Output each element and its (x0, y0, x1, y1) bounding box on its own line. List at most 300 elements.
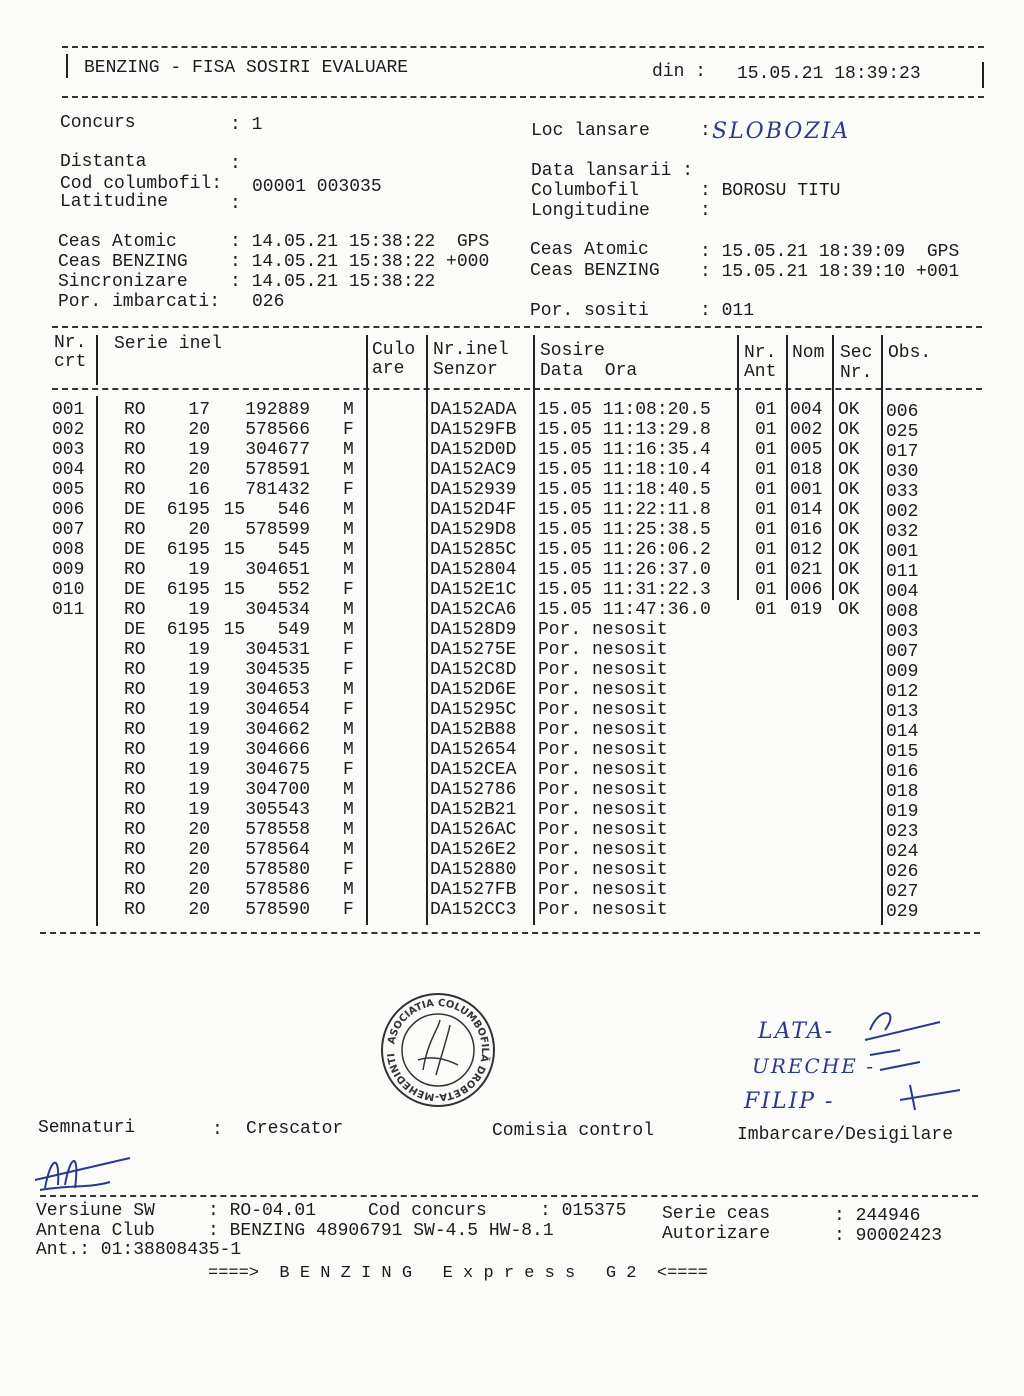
nom: 014 (790, 500, 823, 520)
row-nr: 005 (52, 480, 85, 500)
ring-code: 20 (188, 900, 210, 920)
obs: 006 (886, 402, 919, 422)
sensor-ring: DA152804 (430, 560, 517, 580)
obs: 012 (886, 682, 919, 702)
ring-country: RO (124, 600, 146, 620)
sensor-ring: DA152CEA (430, 760, 517, 780)
sex: M (343, 560, 354, 580)
sec-status: OK (838, 600, 860, 620)
ring-code: 19 (188, 660, 210, 680)
ring-country: RO (124, 720, 146, 740)
sex: F (343, 900, 354, 920)
sensor-ring: DA152E1C (430, 580, 517, 600)
ring-number: 15 549 (223, 620, 310, 640)
versiune-value: : RO-04.01 (208, 1201, 317, 1221)
ring-number: 305543 (245, 800, 310, 820)
obs: 007 (886, 642, 919, 662)
sensor-ring: DA1526AC (430, 820, 517, 840)
concurs-value: : 1 (230, 115, 263, 135)
row-nr: 008 (52, 540, 85, 560)
arrival-time: Por. nesosit (538, 700, 668, 720)
ring-country: DE (124, 620, 146, 640)
ceas-benzing-value: : 14.05.21 15:38:22 +000 (230, 252, 490, 272)
sex: M (343, 740, 354, 760)
loc-lansare-label: Loc lansare (531, 121, 650, 141)
sensor-ring: DA152CA6 (430, 600, 517, 620)
handwritten-initials (840, 1000, 980, 1120)
antenna: 01 (755, 540, 777, 560)
serie-ceas-label: Serie ceas (662, 1204, 771, 1224)
ring-code: 19 (188, 760, 210, 780)
table-bottom-rule (40, 932, 980, 934)
arrival-time: Por. nesosit (538, 880, 668, 900)
sensor-ring: DA1528D9 (430, 620, 517, 640)
arrival-time: Por. nesosit (538, 900, 668, 920)
signature-ureche: URECHE - (752, 1054, 875, 1078)
header-box-left (66, 54, 68, 78)
sensor-ring: DA152939 (430, 480, 517, 500)
arrival-time: 15.05 11:31:22.3 (538, 580, 711, 600)
semnaturi-label: Semnaturi (38, 1118, 136, 1138)
antenna: 01 (755, 580, 777, 600)
col-divider (96, 335, 98, 385)
sincronizare-value: : 14.05.21 15:38:22 (230, 272, 436, 292)
sex: M (343, 780, 354, 800)
sensor-ring: DA15275E (430, 640, 517, 660)
arrival-time: Por. nesosit (538, 620, 668, 640)
header-ant: Ant (744, 362, 777, 382)
obs: 009 (886, 662, 919, 682)
antenna: 01 (755, 520, 777, 540)
ring-code: 19 (188, 600, 210, 620)
ring-number: 304654 (245, 700, 310, 720)
col-divider (786, 335, 788, 600)
col-divider (832, 335, 834, 600)
ring-country: DE (124, 580, 146, 600)
row-nr: 001 (52, 400, 85, 420)
sositi-label: Por. sositi (530, 301, 649, 321)
data-lansarii-label: Data lansarii : (531, 161, 694, 181)
ring-country: RO (124, 440, 146, 460)
ceas-atomic-final-value: : 15.05.21 18:39:09 GPS (700, 242, 960, 262)
ring-country: RO (124, 740, 146, 760)
sensor-ring: DA152B21 (430, 800, 517, 820)
nom: 002 (790, 420, 823, 440)
sex: M (343, 500, 354, 520)
header-nr-ant: Nr. (744, 343, 777, 363)
sensor-ring: DA152786 (430, 780, 517, 800)
nom: 001 (790, 480, 823, 500)
sex: M (343, 840, 354, 860)
ceas-atomic-value: : 14.05.21 15:38:22 GPS (230, 232, 490, 252)
arrival-time: Por. nesosit (538, 680, 668, 700)
arrival-time: Por. nesosit (538, 740, 668, 760)
ring-code: 19 (188, 780, 210, 800)
obs: 019 (886, 802, 919, 822)
nom: 012 (790, 540, 823, 560)
comisia-control-label: Comisia control (492, 1121, 655, 1141)
ring-code: 19 (188, 720, 210, 740)
report-datetime: 15.05.21 18:39:23 (737, 64, 921, 84)
antenna: 01 (755, 400, 777, 420)
antenna: 01 (755, 480, 777, 500)
header-crt: crt (54, 352, 87, 372)
ring-code: 16 (188, 480, 210, 500)
autorizare-value: : 90002423 (834, 1226, 943, 1246)
obs: 030 (886, 462, 919, 482)
latitudine-label: Latitudine (60, 192, 169, 212)
ring-number: 192889 (245, 400, 310, 420)
din-label: din : (652, 62, 707, 82)
antenna: 01 (755, 460, 777, 480)
sensor-ring: DA1529FB (430, 420, 517, 440)
obs: 029 (886, 902, 919, 922)
ring-code: 19 (188, 640, 210, 660)
ring-code: 20 (188, 820, 210, 840)
arrival-time: 15.05 11:08:20.5 (538, 400, 711, 420)
obs: 002 (886, 502, 919, 522)
arrival-time: Por. nesosit (538, 820, 668, 840)
sex: M (343, 440, 354, 460)
sex: M (343, 680, 354, 700)
crescator-signature (30, 1140, 140, 1200)
ring-country: RO (124, 480, 146, 500)
cod-columbofil-label: Cod columbofil: (60, 174, 223, 194)
stamp-text: ASOCIATIA COLUMBOFILĂ DROBETA-MEHEDINTI (386, 997, 491, 1103)
ring-number: 578591 (245, 460, 310, 480)
sex: F (343, 700, 354, 720)
distanta-value: : (230, 154, 241, 174)
sensor-ring: DA152654 (430, 740, 517, 760)
ring-code: 19 (188, 440, 210, 460)
antenna: 01 (755, 560, 777, 580)
ceas-benzing-final-label: Ceas BENZING (530, 261, 660, 281)
arrival-time: 15.05 11:25:38.5 (538, 520, 711, 540)
arrival-time: 15.05 11:47:36.0 (538, 600, 711, 620)
ring-number: 578586 (245, 880, 310, 900)
ring-number: 304653 (245, 680, 310, 700)
ring-number: 304666 (245, 740, 310, 760)
sensor-ring: DA1526E2 (430, 840, 517, 860)
sex: M (343, 720, 354, 740)
sec-status: OK (838, 420, 860, 440)
cod-concurs-value: : 015375 (540, 1201, 627, 1221)
ring-country: RO (124, 800, 146, 820)
ring-country: RO (124, 880, 146, 900)
sec-status: OK (838, 500, 860, 520)
obs: 008 (886, 602, 919, 622)
arrival-time: 15.05 11:13:29.8 (538, 420, 711, 440)
ring-number: 578564 (245, 840, 310, 860)
ring-country: RO (124, 560, 146, 580)
arrival-time: Por. nesosit (538, 800, 668, 820)
sensor-ring: DA1529D8 (430, 520, 517, 540)
ring-number: 304534 (245, 600, 310, 620)
club-stamp (378, 990, 498, 1110)
ring-code: 6195 (166, 620, 210, 640)
ring-number: 304535 (245, 660, 310, 680)
arrival-time: 15.05 11:18:10.4 (538, 460, 711, 480)
ceas-atomic-label: Ceas Atomic (58, 232, 177, 252)
ring-code: 17 (188, 400, 210, 420)
col-divider (366, 335, 368, 925)
table-top-rule (52, 326, 982, 328)
obs: 016 (886, 762, 919, 782)
header-box-top (62, 46, 984, 48)
nom: 005 (790, 440, 823, 460)
ring-country: RO (124, 460, 146, 480)
obs: 024 (886, 842, 919, 862)
nom: 016 (790, 520, 823, 540)
ring-country: DE (124, 540, 146, 560)
sec-status: OK (838, 520, 860, 540)
header-senzor: Senzor (433, 360, 498, 380)
ring-code: 6195 (166, 500, 210, 520)
serie-ceas-value: : 244946 (834, 1206, 921, 1226)
imbarcare-desigilare-label: Imbarcare/Desigilare (737, 1125, 954, 1145)
obs: 033 (886, 482, 919, 502)
header-sec: Sec (840, 343, 873, 363)
arrival-time: Por. nesosit (538, 640, 668, 660)
header-box-right (982, 62, 984, 88)
ring-code: 20 (188, 840, 210, 860)
signature-filip: FILIP - (744, 1089, 835, 1114)
col-divider (737, 335, 739, 600)
arrival-time: Por. nesosit (538, 860, 668, 880)
ring-number: 304651 (245, 560, 310, 580)
crescator-label: Crescator (246, 1119, 344, 1139)
header-obs: Obs. (888, 343, 932, 363)
columbofil-label: Columbofil (531, 181, 640, 201)
sensor-ring: DA152B88 (430, 720, 517, 740)
ring-country: RO (124, 900, 146, 920)
header-sosire: Sosire (540, 341, 605, 361)
ring-number: 578580 (245, 860, 310, 880)
ring-number: 304531 (245, 640, 310, 660)
sex: M (343, 620, 354, 640)
ring-code: 20 (188, 520, 210, 540)
obs: 032 (886, 522, 919, 542)
obs: 023 (886, 822, 919, 842)
ring-number: 304700 (245, 780, 310, 800)
ring-country: RO (124, 420, 146, 440)
autorizare-label: Autorizare (662, 1224, 771, 1244)
ring-number: 304677 (245, 440, 310, 460)
ring-code: 20 (188, 460, 210, 480)
sec-status: OK (838, 460, 860, 480)
sec-status: OK (838, 560, 860, 580)
sex: F (343, 860, 354, 880)
signature-lata: LATA- (758, 1019, 835, 1044)
ring-code: 20 (188, 860, 210, 880)
arrival-time: 15.05 11:18:40.5 (538, 480, 711, 500)
ring-code: 19 (188, 560, 210, 580)
obs: 001 (886, 542, 919, 562)
ring-number: 781432 (245, 480, 310, 500)
obs: 004 (886, 582, 919, 602)
versiune-label: Versiune SW (36, 1201, 155, 1221)
ring-number: 15 546 (223, 500, 310, 520)
ring-country: RO (124, 760, 146, 780)
arrival-time: 15.05 11:16:35.4 (538, 440, 711, 460)
sensor-ring: DA1527FB (430, 880, 517, 900)
sensor-ring: DA152D4F (430, 500, 517, 520)
col-divider (533, 335, 535, 925)
header-culoare: Culo (372, 340, 416, 360)
antenna-line: Ant.: 01:38808435-1 (36, 1240, 242, 1260)
benzing-brand-line: ====> B E N Z I N G E x p r e s s G 2 <==== (208, 1264, 708, 1283)
row-nr: 009 (52, 560, 85, 580)
sec-status: OK (838, 440, 860, 460)
longitudine-label: Longitudine (531, 201, 650, 221)
ring-code: 6195 (166, 580, 210, 600)
cod-columbofil-value: 00001 003035 (252, 177, 382, 197)
row-nr: 006 (52, 500, 85, 520)
sensor-ring: DA152C8D (430, 660, 517, 680)
row-nr: 002 (52, 420, 85, 440)
sensor-ring: DA152D0D (430, 440, 517, 460)
distanta-label: Distanta (60, 152, 147, 172)
ring-number: 578599 (245, 520, 310, 540)
footer-rule (40, 1195, 978, 1197)
sex: F (343, 420, 354, 440)
ring-country: RO (124, 400, 146, 420)
obs: 014 (886, 722, 919, 742)
obs: 018 (886, 782, 919, 802)
arrival-time: Por. nesosit (538, 840, 668, 860)
ring-number: 578558 (245, 820, 310, 840)
obs: 015 (886, 742, 919, 762)
sex: M (343, 600, 354, 620)
ring-code: 20 (188, 420, 210, 440)
row-nr: 011 (52, 600, 85, 620)
obs: 026 (886, 862, 919, 882)
ceas-benzing-label: Ceas BENZING (58, 252, 188, 272)
sositi-value: : 011 (700, 301, 755, 321)
ring-number: 304662 (245, 720, 310, 740)
sex: M (343, 520, 354, 540)
nom: 006 (790, 580, 823, 600)
ring-number: 15 552 (223, 580, 310, 600)
header-culoare-2: are (372, 359, 405, 379)
antenna: 01 (755, 500, 777, 520)
antenna: 01 (755, 600, 777, 620)
ring-code: 19 (188, 800, 210, 820)
sensor-ring: DA15285C (430, 540, 517, 560)
ring-number: 304675 (245, 760, 310, 780)
sex: M (343, 460, 354, 480)
nom: 019 (790, 600, 823, 620)
ring-code: 20 (188, 880, 210, 900)
ring-number: 578566 (245, 420, 310, 440)
ring-country: RO (124, 520, 146, 540)
antenna: 01 (755, 440, 777, 460)
sex: F (343, 660, 354, 680)
sensor-ring: DA152D6E (430, 680, 517, 700)
ceas-atomic-final-label: Ceas Atomic (530, 240, 649, 260)
ring-country: RO (124, 640, 146, 660)
obs: 013 (886, 702, 919, 722)
header-serie-inel: Serie inel (114, 334, 223, 354)
loc-lansare-sep: : (700, 121, 711, 141)
header-sec-nr: Nr. (840, 363, 873, 383)
imbarcati-value: 026 (252, 292, 285, 312)
table-header-rule (52, 388, 982, 390)
arrival-time: Por. nesosit (538, 760, 668, 780)
arrival-time: 15.05 11:26:37.0 (538, 560, 711, 580)
sex: F (343, 760, 354, 780)
nom: 021 (790, 560, 823, 580)
header-nr-inel: Nr.inel (433, 340, 509, 360)
ring-code: 6195 (166, 540, 210, 560)
sensor-ring: DA152880 (430, 860, 517, 880)
ring-country: RO (124, 660, 146, 680)
ring-country: RO (124, 700, 146, 720)
header-box-bottom (62, 96, 984, 98)
sex: F (343, 580, 354, 600)
header-nr: Nr. (54, 333, 87, 353)
semnaturi-sep: : (212, 1120, 223, 1140)
ring-country: RO (124, 820, 146, 840)
sensor-ring: DA15295C (430, 700, 517, 720)
ring-country: DE (124, 500, 146, 520)
latitudine-value: : (230, 194, 241, 214)
row-nr: 007 (52, 520, 85, 540)
sex: M (343, 800, 354, 820)
antena-club-value: : BENZING 48906791 SW-4.5 HW-8.1 (208, 1221, 554, 1241)
sensor-ring: DA152ADA (430, 400, 517, 420)
ring-country: RO (124, 680, 146, 700)
header-data-ora: Data Ora (540, 361, 638, 381)
antenna: 01 (755, 420, 777, 440)
longitudine-value: : (700, 201, 711, 221)
sec-status: OK (838, 580, 860, 600)
obs: 025 (886, 422, 919, 442)
row-nr: 003 (52, 440, 85, 460)
obs: 003 (886, 622, 919, 642)
ring-code: 19 (188, 700, 210, 720)
ring-code: 19 (188, 740, 210, 760)
ring-code: 19 (188, 680, 210, 700)
obs: 011 (886, 562, 919, 582)
row-nr: 004 (52, 460, 85, 480)
sec-status: OK (838, 480, 860, 500)
row-nr: 010 (52, 580, 85, 600)
arrival-time: Por. nesosit (538, 720, 668, 740)
col-divider (881, 335, 883, 925)
arrival-time: Por. nesosit (538, 780, 668, 800)
header-nom: Nom (792, 343, 825, 363)
sex: M (343, 880, 354, 900)
nom: 018 (790, 460, 823, 480)
nom: 004 (790, 400, 823, 420)
ring-number: 15 545 (223, 540, 310, 560)
sensor-ring: DA152CC3 (430, 900, 517, 920)
antena-club-label: Antena Club (36, 1221, 155, 1241)
ring-country: RO (124, 840, 146, 860)
cod-concurs-label: Cod concurs (368, 1201, 487, 1221)
sex: M (343, 820, 354, 840)
sex: F (343, 480, 354, 500)
ring-country: RO (124, 780, 146, 800)
loc-lansare-handwritten: SLOBOZIA (712, 119, 851, 144)
arrival-time: Por. nesosit (538, 660, 668, 680)
report-title: BENZING - FISA SOSIRI EVALUARE (84, 58, 409, 78)
sex: F (343, 640, 354, 660)
sex: M (343, 540, 354, 560)
sensor-ring: DA152AC9 (430, 460, 517, 480)
arrival-time: 15.05 11:26:06.2 (538, 540, 711, 560)
